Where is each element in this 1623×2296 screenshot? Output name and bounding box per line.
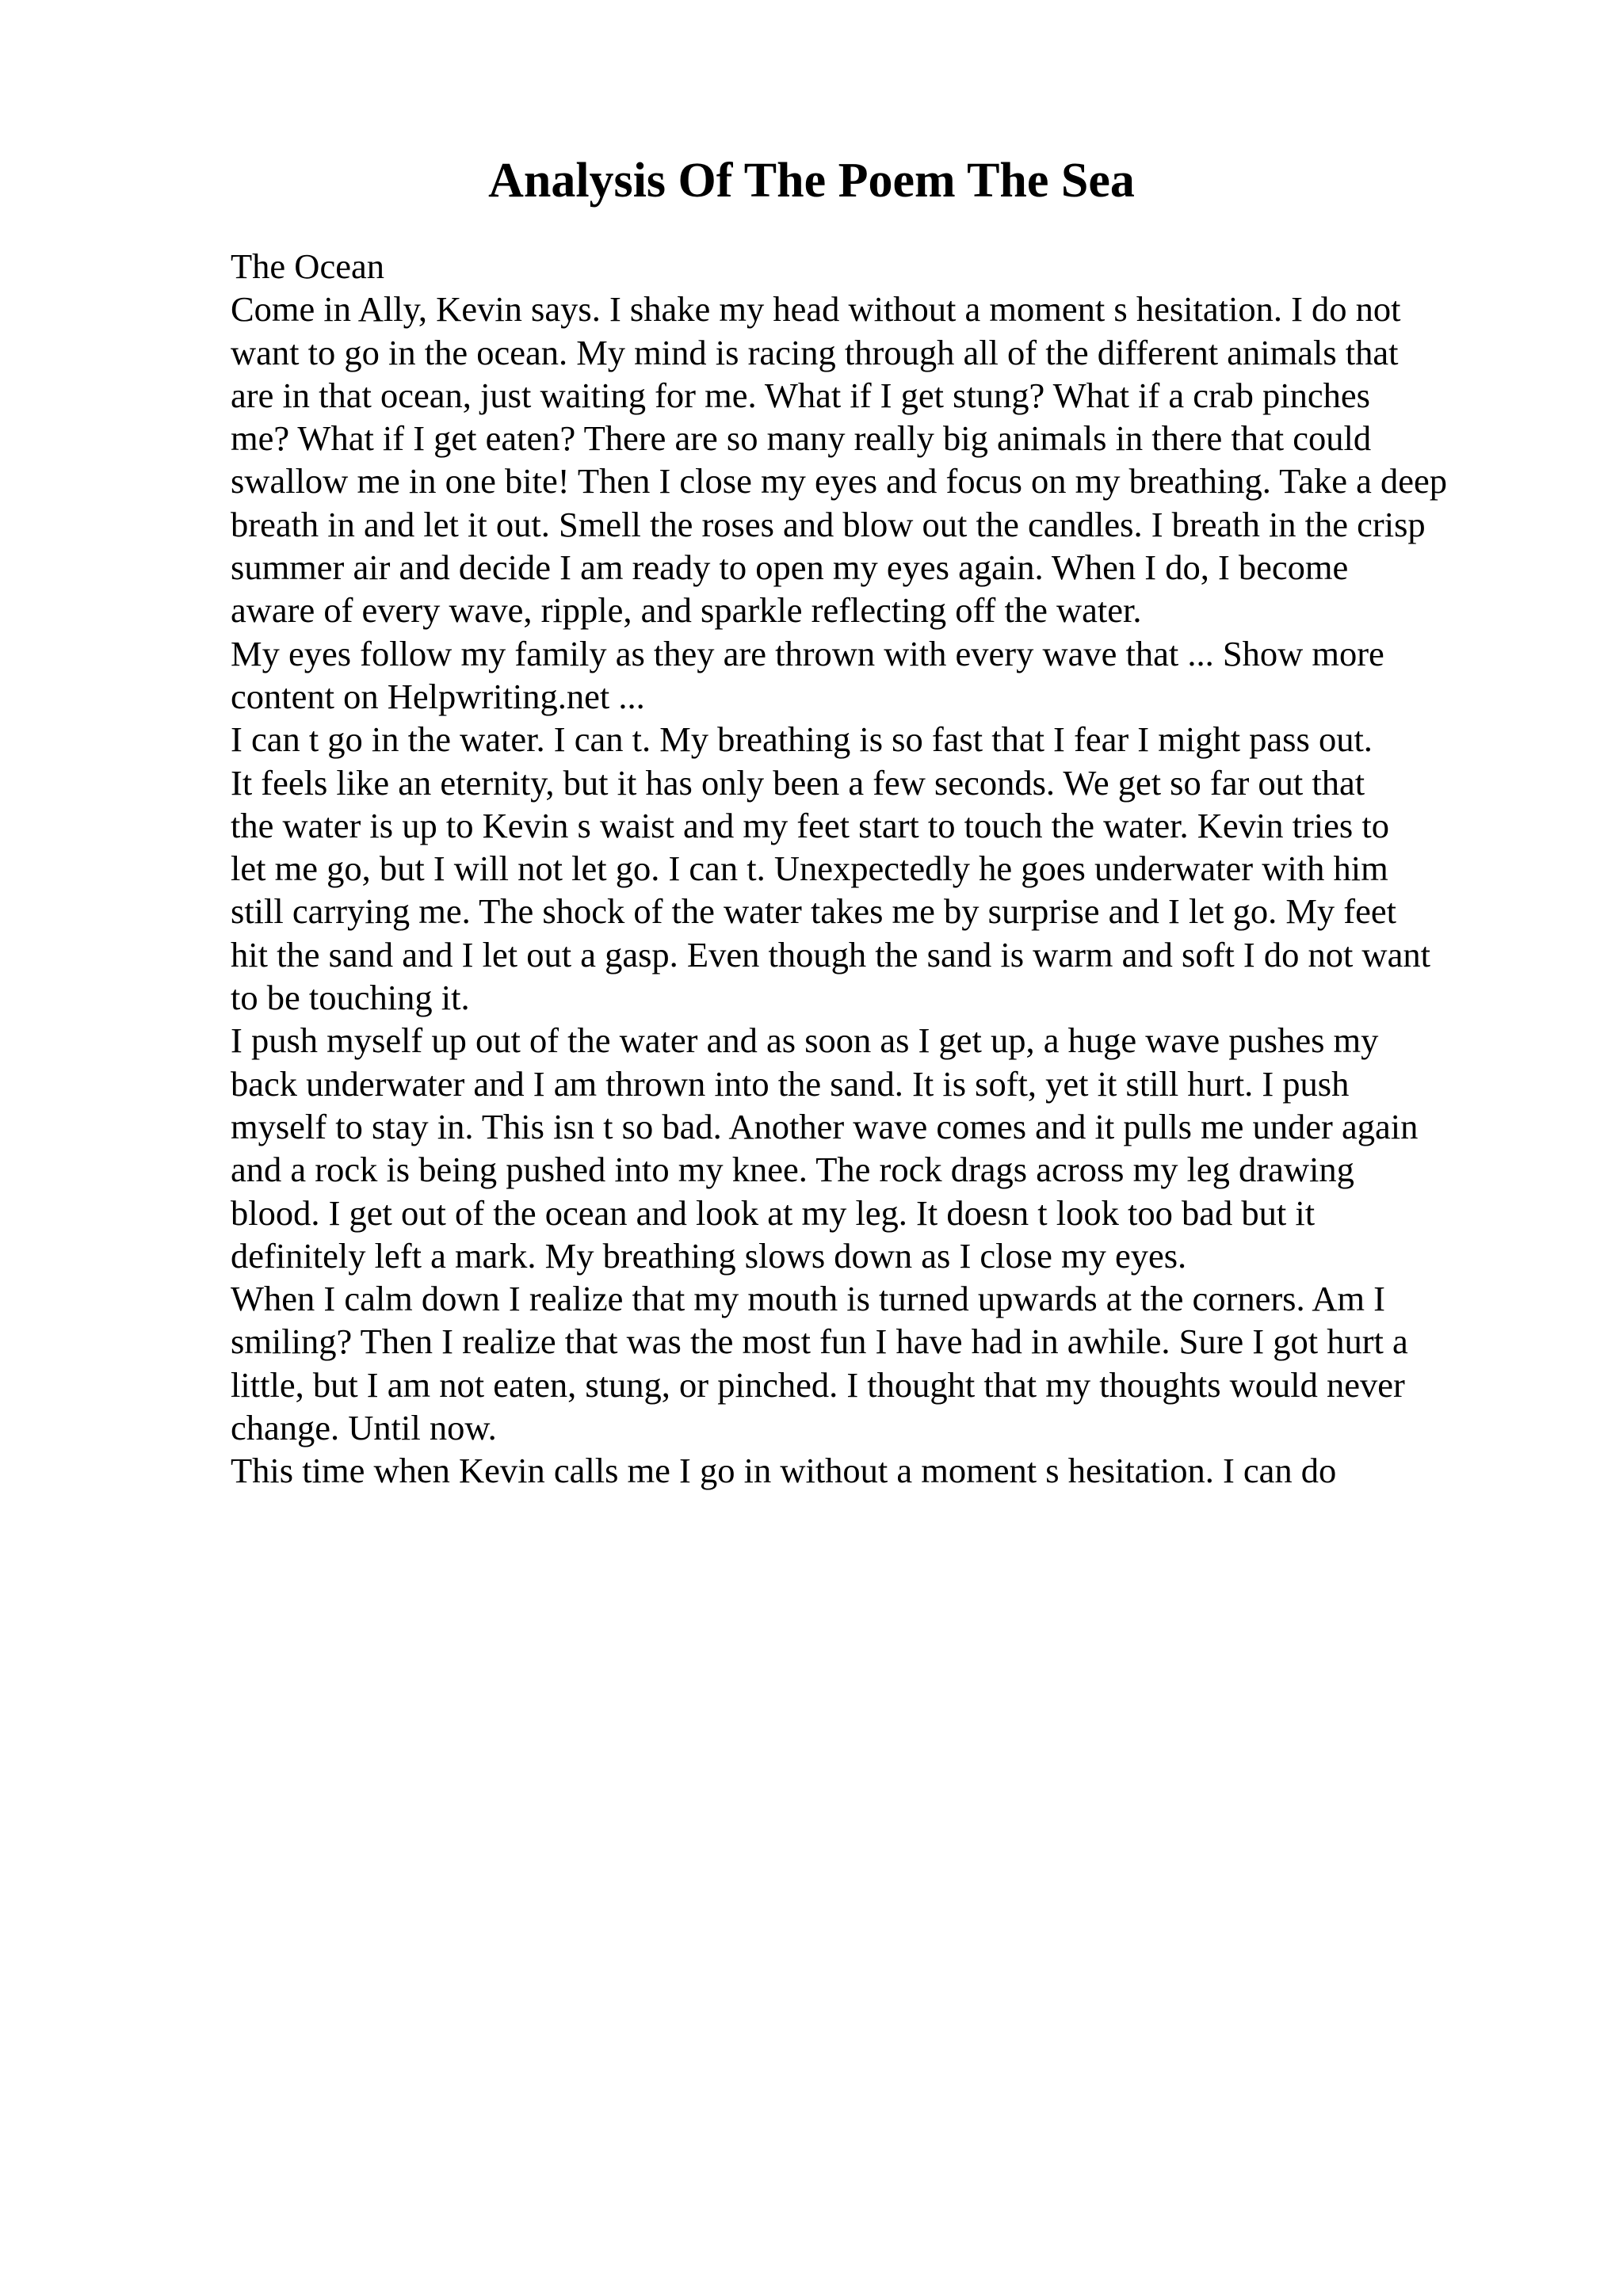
text-line: let me go, but I will not let go. I can t. Unexpectedly he goes underwater with him [231,849,1388,889]
text-line: content on Helpwriting.net ... [231,676,645,716]
text-line: back underwater and I am thrown into the sand. It is soft, yet it still hurt. I push [231,1063,1350,1104]
text-line: me? What if I get eaten? There are so many really big animals in there that could [231,418,1372,459]
text-line: definitely left a mark. My breathing slows down as I close my eyes. [231,1235,1187,1276]
text-line: change. Until now. [231,1408,497,1448]
text-line: still carrying me. The shock of the water takes me by surprise and I let go. My feet [231,891,1396,932]
text-line: aware of every wave, ripple, and sparkle reflecting off the water. [231,590,1142,631]
text-line: smiling? Then I realize that was the most fun I have had in awhile. Sure I got hurt a [231,1322,1408,1362]
text-line: myself to stay in. This isn t so bad. Another wave comes and it pulls me under again [231,1106,1419,1146]
text-line: swallow me in one bite! Then I close my eyes and focus on my breathing. Take a deep [231,461,1447,502]
text-line: are in that ocean, just waiting for me. What if I get stung? What if a crab pinches [231,375,1370,415]
text-line: This time when Kevin calls me I go in without a moment s hesitation. I can do [231,1451,1337,1491]
document-title: Analysis Of The Poem The Sea [488,154,1135,208]
text-line: The Ocean [231,246,384,286]
text-line: summer air and decide I am ready to open my eyes again. When I do, I become [231,547,1349,588]
text-line: My eyes follow my family as they are thrown with every wave that ... Show more [231,633,1384,673]
text-line: hit the sand and I let out a gasp. Even though the sand is warm and soft I do not want [231,934,1430,974]
text-line: I can t go in the water. I can t. My breathing is so fast that I fear I might pass out. [231,719,1373,760]
text-line: I push myself up out of the water and as soon as I get up, a huge wave pushes my [231,1020,1379,1061]
text-line: and a rock is being pushed into my knee. The rock drags across my leg drawing [231,1150,1354,1190]
text-line: Come in Ally, Kevin says. I shake my head without a moment s hesitation. I do not [231,289,1401,330]
text-line: to be touching it. [231,978,470,1018]
text-line: want to go in the ocean. My mind is racing through all of the different animals that [231,332,1399,372]
text-line: the water is up to Kevin s waist and my feet start to touch the water. Kevin tries to [231,805,1389,845]
text-line: blood. I get out of the ocean and look at my leg. It doesn t look too bad but it [231,1192,1316,1233]
document-body [231,245,1447,1493]
text-line: little, but I am not eaten, stung, or pinched. I thought that my thoughts would never [231,1364,1405,1405]
text-line: It feels like an eternity, but it has only been a few seconds. We get so far out that [231,762,1365,803]
text-line: When I calm down I realize that my mouth is turned upwards at the corners. Am I [231,1279,1385,1319]
text-line: breath in and let it out. Smell the roses and blow out the candles. I breath in the crisp [231,504,1426,544]
